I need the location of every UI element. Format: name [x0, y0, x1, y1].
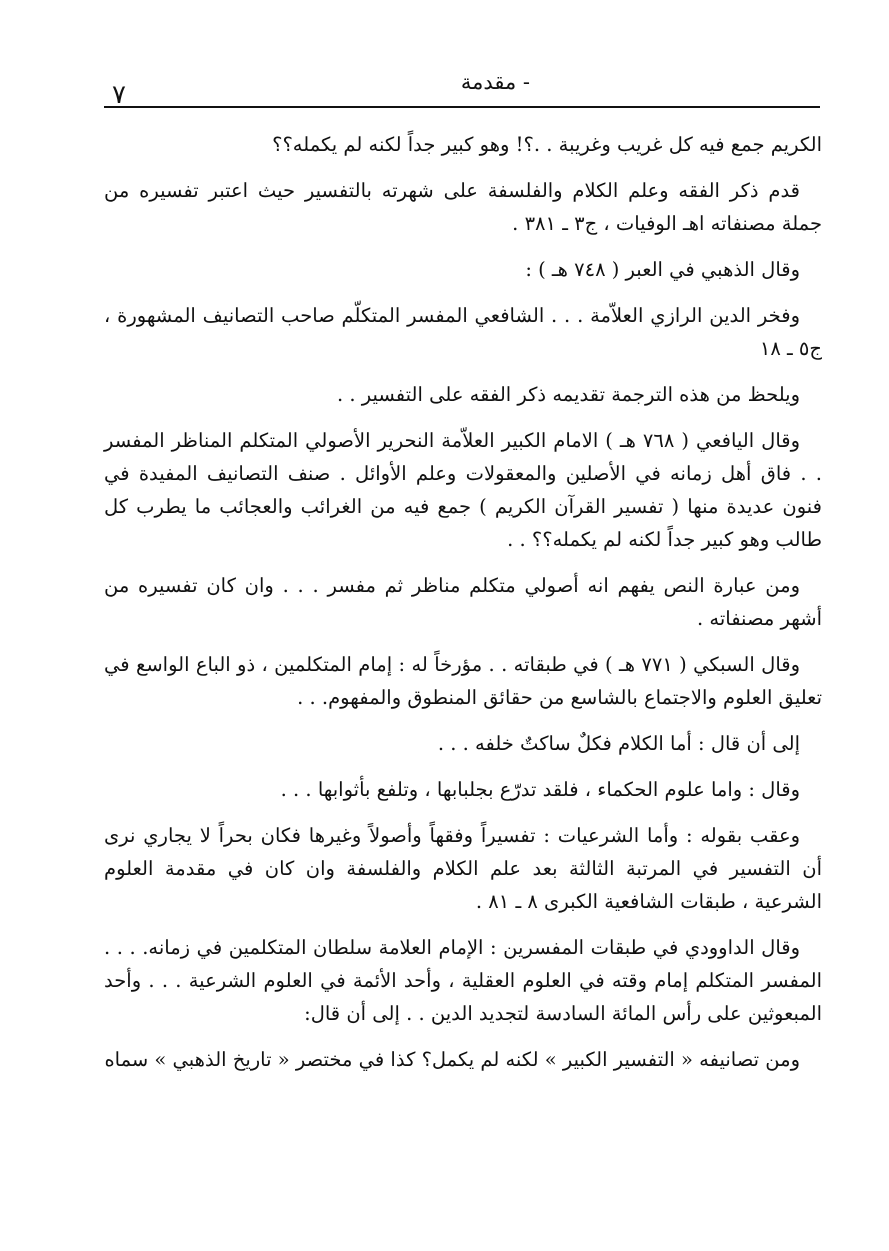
header-rule — [104, 106, 820, 108]
page-number: ٧ — [112, 80, 126, 110]
paragraph: ومن عبارة النص يفهم انه أصولي متكلم مناظر ثم مفسر . . . وان كان تفسيره من أشهر مصنفاته . — [104, 574, 822, 630]
paragraph: ويلحظ من هذه الترجمة تقديمه ذكر الفقه على التفسير . . — [336, 383, 800, 406]
running-head-title: - مقدمة — [460, 70, 530, 94]
page-header — [104, 70, 820, 108]
paragraph: الكريم جمع فيه كل غريب وغريبة . .؟! وهو كبير جداً لكنه لم يكمله؟؟ — [272, 133, 822, 156]
paragraph: ومن تصانيفه « التفسير الكبير » لكنه لم يكمل؟ كذا في مختصر « تاريخ الذهبي » سماه — [104, 1048, 800, 1071]
paragraph: وقال السبكي ( ٧٧١ هـ ) في طبقاته . . مؤرخاً له : إمام المتكلمين ، ذو الباع الواسع في تعليق العلوم والاجتماع بالشاسع من حقائق المنطوق والمفهوم. . . — [104, 653, 822, 709]
paragraph: وقال : واما علوم الحكماء ، فلقد تدرّع بجلبابها ، وتلفع بأثوابها . . . — [280, 778, 800, 801]
paragraph: وقال الذهبي في العبر ( ٧٤٨ هـ ) : — [525, 258, 800, 281]
paragraph: قدم ذكر الفقه وعلم الكلام والفلسفة على شهرته بالتفسير حيث اعتبر تفسيره من جملة مصنفاته اهـ الوفيات ، ج٣ ـ ٣٨١ . — [104, 179, 822, 235]
paragraph: إلى أن قال : أما الكلام فكلٌ ساكتٌ خلفه . . . — [437, 732, 800, 755]
page-body — [104, 128, 822, 1089]
paragraph: وقال الداوودي في طبقات المفسرين : الإمام العلامة سلطان المتكلمين في زمانه. . . . المفسر المتكلم إمام وقته في العلوم العقلية ، وأحد الأئمة في العلوم الشرعية . . . وأحد المبعوثين على رأس المائة السادسة لتجديد الدين . . إلى أن قال: — [104, 936, 822, 1025]
paragraph: وقال اليافعي ( ٧٦٨ هـ ) الامام الكبير العلاّمة النحرير الأصولي المتكلم المناظر المفسر . . فاق أهل زمانه في الأصلين والمعقولات وعلم الأوائل . صنف التصانيف المفيدة في فنون عديدة منها ( تفسير القرآن الكريم ) جمع فيه من الغرائب والعجائب ما يطرب كل طالب وهو كبير جداً لكنه لم يكمله؟؟ . . — [104, 429, 822, 551]
paragraph: وفخر الدين الرازي العلاّمة . . . الشافعي المفسر المتكلّم صاحب التصانيف المشهورة ، ج٥ ـ ١٨ — [104, 304, 822, 360]
paragraph: وعقب بقوله : وأما الشرعيات : تفسيراً وفقهاً وأصولاً وغيرها فكان بحراً لا يجاري نرى أن التفسير في المرتبة الثالثة بعد علم الكلام والفلسفة وان كان في مقدمة العلوم الشرعية ، طبقات الشافعية الكبرى ٨ ـ ٨١ . — [104, 824, 822, 913]
